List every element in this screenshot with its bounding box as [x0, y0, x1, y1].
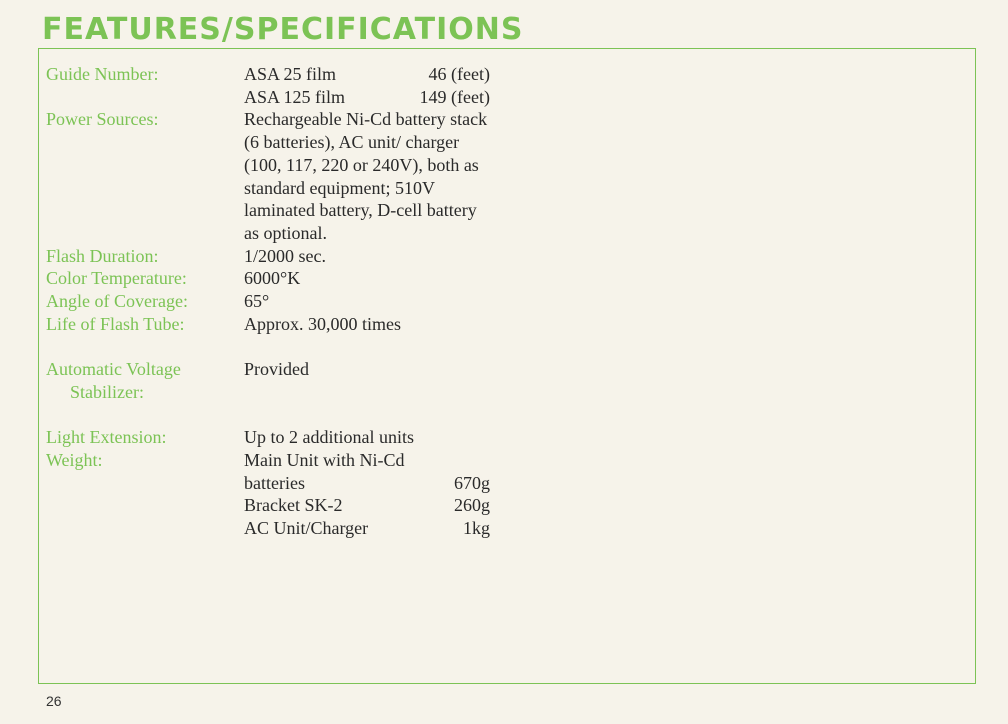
- page-title: FEATURES/SPECIFICATIONS: [42, 12, 524, 47]
- spec-label: Weight:: [46, 449, 103, 470]
- spec-value-line: [244, 517, 490, 540]
- spec-value: [244, 63, 506, 108]
- spec-value: 1/2000 sec.: [244, 245, 326, 266]
- spec-value-line: [244, 63, 490, 86]
- spec-value: 6000°K: [244, 268, 301, 289]
- spec-row-guide-number: [46, 63, 506, 108]
- spec-text: Main Unit with Ni-Cd: [244, 449, 405, 470]
- spec-text: Rechargeable Ni-Cd battery stack (6 batteries), AC unit/ charger (100, 117, 220 or 240V), both as standard equipment; 510V laminated battery, D-cell battery as optional.: [244, 109, 488, 243]
- spec-value: Approx. 30,000 times: [244, 313, 401, 334]
- spec-item: Bracket SK-2: [244, 495, 343, 516]
- spec-label-line: Automatic Voltage: [46, 359, 181, 380]
- page-number: 26: [46, 693, 62, 709]
- spec-value: [244, 335, 506, 380]
- spec-value: Up to 2 additional units: [244, 427, 414, 448]
- spec-item: batteries: [244, 472, 305, 493]
- spec-amount: 149 (feet): [419, 86, 490, 107]
- spec-text: Provided: [244, 359, 309, 380]
- spec-label: [46, 335, 244, 426]
- spec-item: ASA 25 film: [244, 64, 337, 84]
- spec-label: Flash Duration:: [46, 245, 159, 266]
- spec-label: Angle of Coverage:: [46, 291, 188, 312]
- spec-label: Guide Number:: [46, 64, 159, 84]
- spec-row-life-of-flash-tube: [46, 313, 506, 336]
- spec-amount: 1kg: [463, 518, 490, 539]
- spec-item: ASA 125 film: [244, 86, 346, 107]
- spec-item: AC Unit/Charger: [244, 518, 369, 539]
- spec-row-weight: [46, 449, 506, 540]
- spec-label: Light Extension:: [46, 427, 167, 448]
- spec-value-line: [244, 86, 490, 109]
- spec-value: [244, 108, 506, 244]
- spec-row-light-extension: [46, 426, 506, 449]
- spec-row-flash-duration: [46, 245, 506, 268]
- spec-amount: 670g: [454, 472, 490, 493]
- spec-label: Power Sources:: [46, 109, 159, 130]
- spec-amount: 260g: [454, 495, 490, 516]
- spec-row-angle-of-coverage: [46, 290, 506, 313]
- spec-row-power-sources: [46, 108, 506, 244]
- spec-row-automatic-voltage-stabilizer: [46, 335, 506, 426]
- spec-value-line: [244, 472, 490, 495]
- spec-value-line: [244, 494, 490, 517]
- spec-label: Life of Flash Tube:: [46, 313, 185, 334]
- spec-value: 65°: [244, 291, 270, 312]
- spec-label-line: Stabilizer:: [70, 381, 144, 402]
- spec-amount: 46 (feet): [428, 64, 490, 84]
- spec-label: Color Temperature:: [46, 268, 187, 289]
- spec-value: [244, 449, 506, 540]
- spec-list: [46, 63, 506, 540]
- spec-row-color-temperature: [46, 267, 506, 290]
